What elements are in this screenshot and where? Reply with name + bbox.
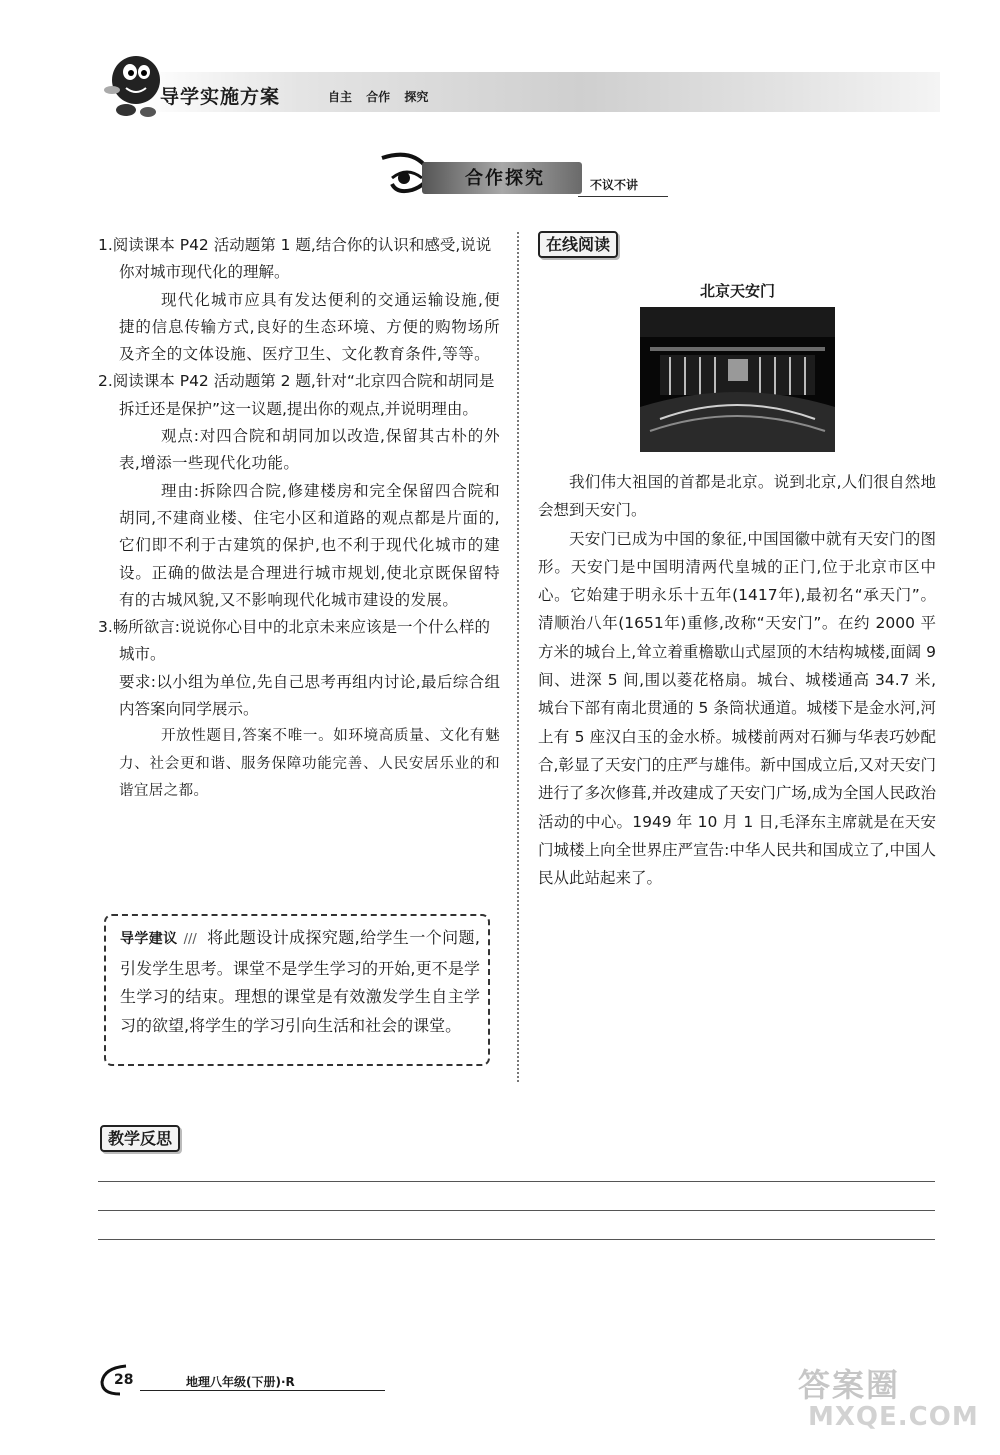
- article-paragraph-1: 我们伟大祖国的首都是北京。说到北京,人们很自然地会想到天安门。: [538, 473, 936, 520]
- header-subtitle: 自主 合作 探究: [328, 90, 429, 104]
- answer-2-view: 观点:对四合院和胡同加以改造,保留其古朴的外表,增添一些现代化功能。: [119, 427, 500, 473]
- column-divider: [517, 232, 519, 1082]
- question-3-requirement: 要求:以小组为单位,先自己思考再组内讨论,最后综合组内答案向同学展示。: [119, 672, 500, 719]
- reflection-line-1: [98, 1181, 935, 1182]
- answer-1: 现代化城市应具有发达便利的交通运输设施,便捷的信息传输方式,良好的生态环境、方便的购物场所及齐全的文体设施、医疗卫生、文化教育条件,等等。: [119, 290, 500, 364]
- question-1: 1.阅读课本 P42 活动题第 1 题,结合你的认识和感受,说说你对城市现代化的理解。: [98, 236, 492, 282]
- article-paragraph-2: 天安门已成为中国的象征,中国国徽中就有天安门的图形。天安门是中国明清两代皇城的正门,位于北京市区中心。它始建于明永乐十五年(1417年),最初名“承天门”。清顺治八年(1651年)重修,改称“天安门”。在约 2000 平方米的城台上,耸立着重檐歇山式屋顶的木结构城楼,面阔 9 间、进深 5 间,围以菱花格扇。城台、城楼通高 34.7 米,城台下部有南北贯通的 5 条筒状通道。城楼下是金水河,河上有 5 座汉白玉的金水桥。城楼前两对石狮与华表巧妙配合,彰显了天安门的庄严与雄伟。新中国成立后,又对天安门进行了多次修葺,并改建成了天安门广场,成为全国人民政治活动的中心。1949 年 10 月 1 日,毛泽东主席就是在天安门城楼上向全世界庄严宣告:中华人民共和国成立了,中国人民从此站起来了。: [538, 529, 936, 888]
- reflection-line-2: [98, 1210, 935, 1211]
- tip-label: 导学建议: [120, 931, 178, 947]
- watermark-url: MXQE.COM: [808, 1402, 979, 1432]
- reflection-tag: 教学反思: [100, 1125, 180, 1152]
- mascot-icon: [96, 50, 168, 122]
- banner-tag: 不议不讲: [590, 178, 639, 192]
- answer-3: 开放性题目,答案不唯一。如环境高质量、文化有魅力、社会更和谐、服务保障功能完善、人民安居乐业的和谐宜居之都。: [119, 728, 500, 799]
- answer-2-reason: 理由:拆除四合院,修建楼房和完全保留四合院和胡同,不建商业楼、住宅小区和道路的观点都是片面的,它们即不利于古建筑的保护,也不利于现代化城市的建设。正确的做法是合理进行城市规划,使北京既保留特有的古城风貌,又不影响现代化城市建设的发展。: [119, 481, 500, 609]
- banner-title: 合作探究: [465, 168, 545, 189]
- tiananmen-photo: [640, 307, 835, 452]
- article-body: [538, 468, 936, 892]
- online-reading-tag: 在线阅读: [538, 231, 618, 258]
- online-reading-tag-wrap: [538, 232, 618, 255]
- question-3: 3.畅所欲言:说说你心目中的北京未来应该是一个什么样的城市。: [98, 618, 491, 664]
- header-title: 导学实施方案: [160, 86, 281, 108]
- tip-text: 将此题设计成探究题,给学生一个问题,引发学生思考。课堂不是学生学习的开始,更不是学生学习的结束。理想的课堂是有效激发学生自主学习的欲望,将学生的学习引向生活和社会的课堂。: [120, 928, 480, 1035]
- page-number: 28: [114, 1372, 134, 1388]
- reflection-tag-wrap: [100, 1126, 180, 1149]
- reflection-line-3: [98, 1239, 935, 1240]
- article-heading: 北京天安门: [699, 282, 775, 300]
- tip-pencil-icon: ///: [183, 932, 197, 947]
- banner-underline: [578, 196, 668, 197]
- footer-book-title: 地理八年级(下册)·R: [186, 1375, 295, 1389]
- watermark-text: 答案圈: [798, 1366, 901, 1404]
- left-column: [98, 232, 500, 805]
- footer-line: [140, 1390, 385, 1391]
- tip-content: [120, 924, 480, 1040]
- question-2: 2.阅读课本 P42 活动题第 2 题,针对“北京四合院和胡同是拆迁还是保护”这一议题,提出你的观点,并说明理由。: [98, 372, 495, 418]
